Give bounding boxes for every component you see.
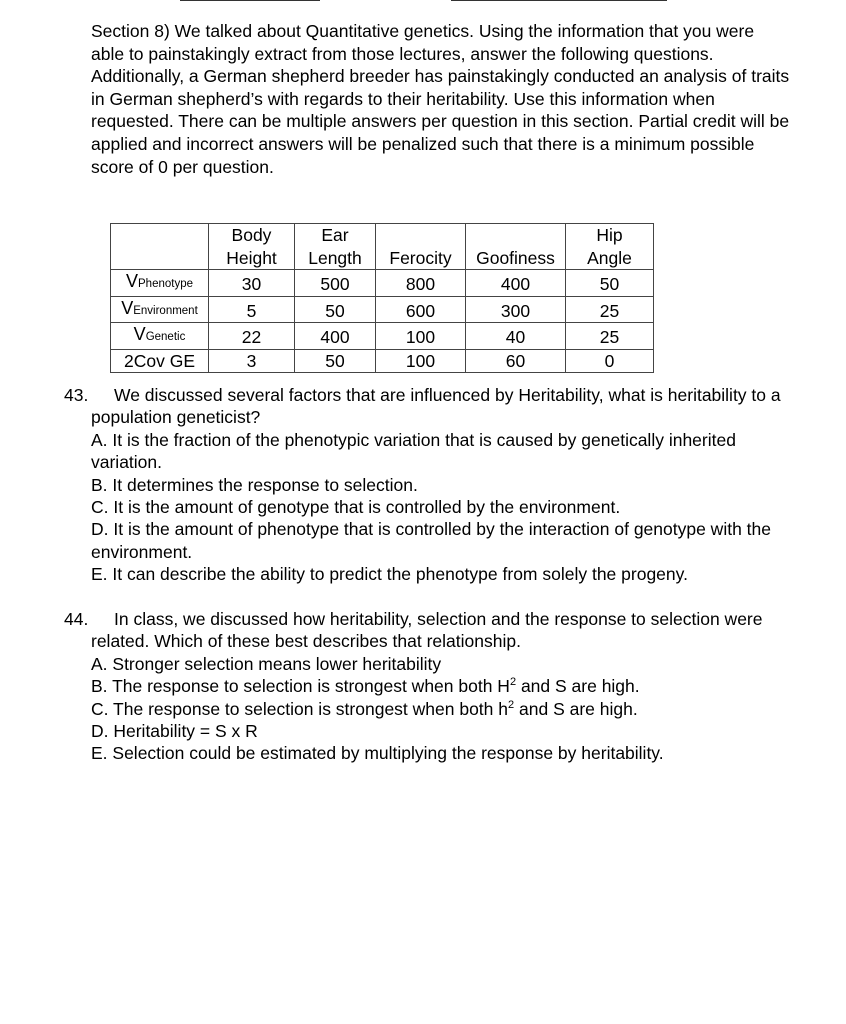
answer-option: D. It is the amount of phenotype that is controlled by the interaction of genotype with the environment.: [91, 519, 771, 562]
answer-option: A. Stronger selection means lower heritability: [91, 653, 442, 674]
row-label-2cov-ge: 2Cov GE: [111, 349, 209, 373]
table-cell: 400: [466, 270, 566, 297]
table-cell: 25: [566, 296, 654, 323]
answer-option: B. It determines the response to selection.: [91, 474, 418, 495]
table-cell: 5: [209, 296, 295, 323]
table-cell: 25: [566, 323, 654, 350]
header-body-height: Body Height: [209, 224, 295, 270]
heritability-table: [110, 223, 654, 373]
table-cell: 22: [209, 323, 295, 350]
table-row: [111, 270, 654, 297]
table-row: [111, 349, 654, 373]
table-cell: 100: [376, 349, 466, 373]
answer-option: D. Heritability = S x R: [91, 721, 258, 742]
table-cell: 500: [295, 270, 376, 297]
table-cell: 30: [209, 270, 295, 297]
top-rule-right: [451, 0, 667, 1]
header-ferocity: Ferocity: [376, 224, 466, 270]
top-rule-left: [180, 0, 320, 1]
table-cell: 100: [376, 323, 466, 350]
table-row: [111, 296, 654, 323]
question-43-number: 43.: [64, 385, 89, 405]
table-cell: 3: [209, 349, 295, 373]
table-cell: 0: [566, 349, 654, 373]
question-44-stem: 44. In class, we discussed how heritability, selection and the response to selection were related. Which of these best describes that relationship.: [64, 609, 763, 652]
table-cell: 400: [295, 323, 376, 350]
question-43-stem: 43. We discussed several factors that are influenced by Heritability, what is heritability to a population geneticist?: [64, 385, 781, 428]
row-label-vphenotype: VPhenotype: [111, 270, 209, 297]
table-cell: 60: [466, 349, 566, 373]
answer-option: B. The response to selection is strongest when both $H^2$ and S are high.: [91, 676, 640, 697]
table-cell: 300: [466, 296, 566, 323]
header-goofiness: Goofiness: [466, 224, 566, 270]
header-hip-angle: Hip Angle: [566, 224, 654, 270]
table-cell: 40: [466, 323, 566, 350]
answer-option: E. Selection could be estimated by multiplying the response by heritability.: [91, 743, 664, 764]
table-cell: 600: [376, 296, 466, 323]
answer-option: A. It is the fraction of the phenotypic variation that is caused by genetically inherited variation.: [91, 429, 736, 473]
table-row: [111, 323, 654, 350]
answer-option: C. The response to selection is strongest when both $h^2$ and S are high.: [91, 698, 638, 719]
answer-option: E. It can describe the ability to predict the phenotype from solely the progeny.: [91, 564, 688, 585]
row-label-venvironment: VEnvironment: [111, 296, 209, 323]
table-cell: 50: [295, 296, 376, 323]
table-cell: 50: [566, 270, 654, 297]
answer-option: C. It is the amount of genotype that is controlled by the environment.: [91, 497, 621, 518]
table-cell: 50: [295, 349, 376, 373]
question-44: [64, 608, 784, 765]
header-ear-length: Ear Length: [295, 224, 376, 270]
section-intro: Section 8) We talked about Quantitative genetics. Using the information that you were able to painstakingly extract from those lectures, answer the following questions. Additionally, a German shepherd breeder has painstakingly conducted an analysis of traits in German shepherd’s with regards to their heritability. Use this information when requested. There can be multiple answers per question in this section. Partial credit will be applied and incorrect answers will be penalized such that there is a minimum possible score of 0 per question.: [91, 21, 790, 177]
table-header-row: [111, 224, 654, 270]
corner-cell: [111, 224, 209, 270]
question-43: [64, 384, 784, 586]
table-cell: 800: [376, 270, 466, 297]
row-label-vgenetic: VGenetic: [111, 323, 209, 350]
question-44-number: 44.: [64, 609, 89, 629]
